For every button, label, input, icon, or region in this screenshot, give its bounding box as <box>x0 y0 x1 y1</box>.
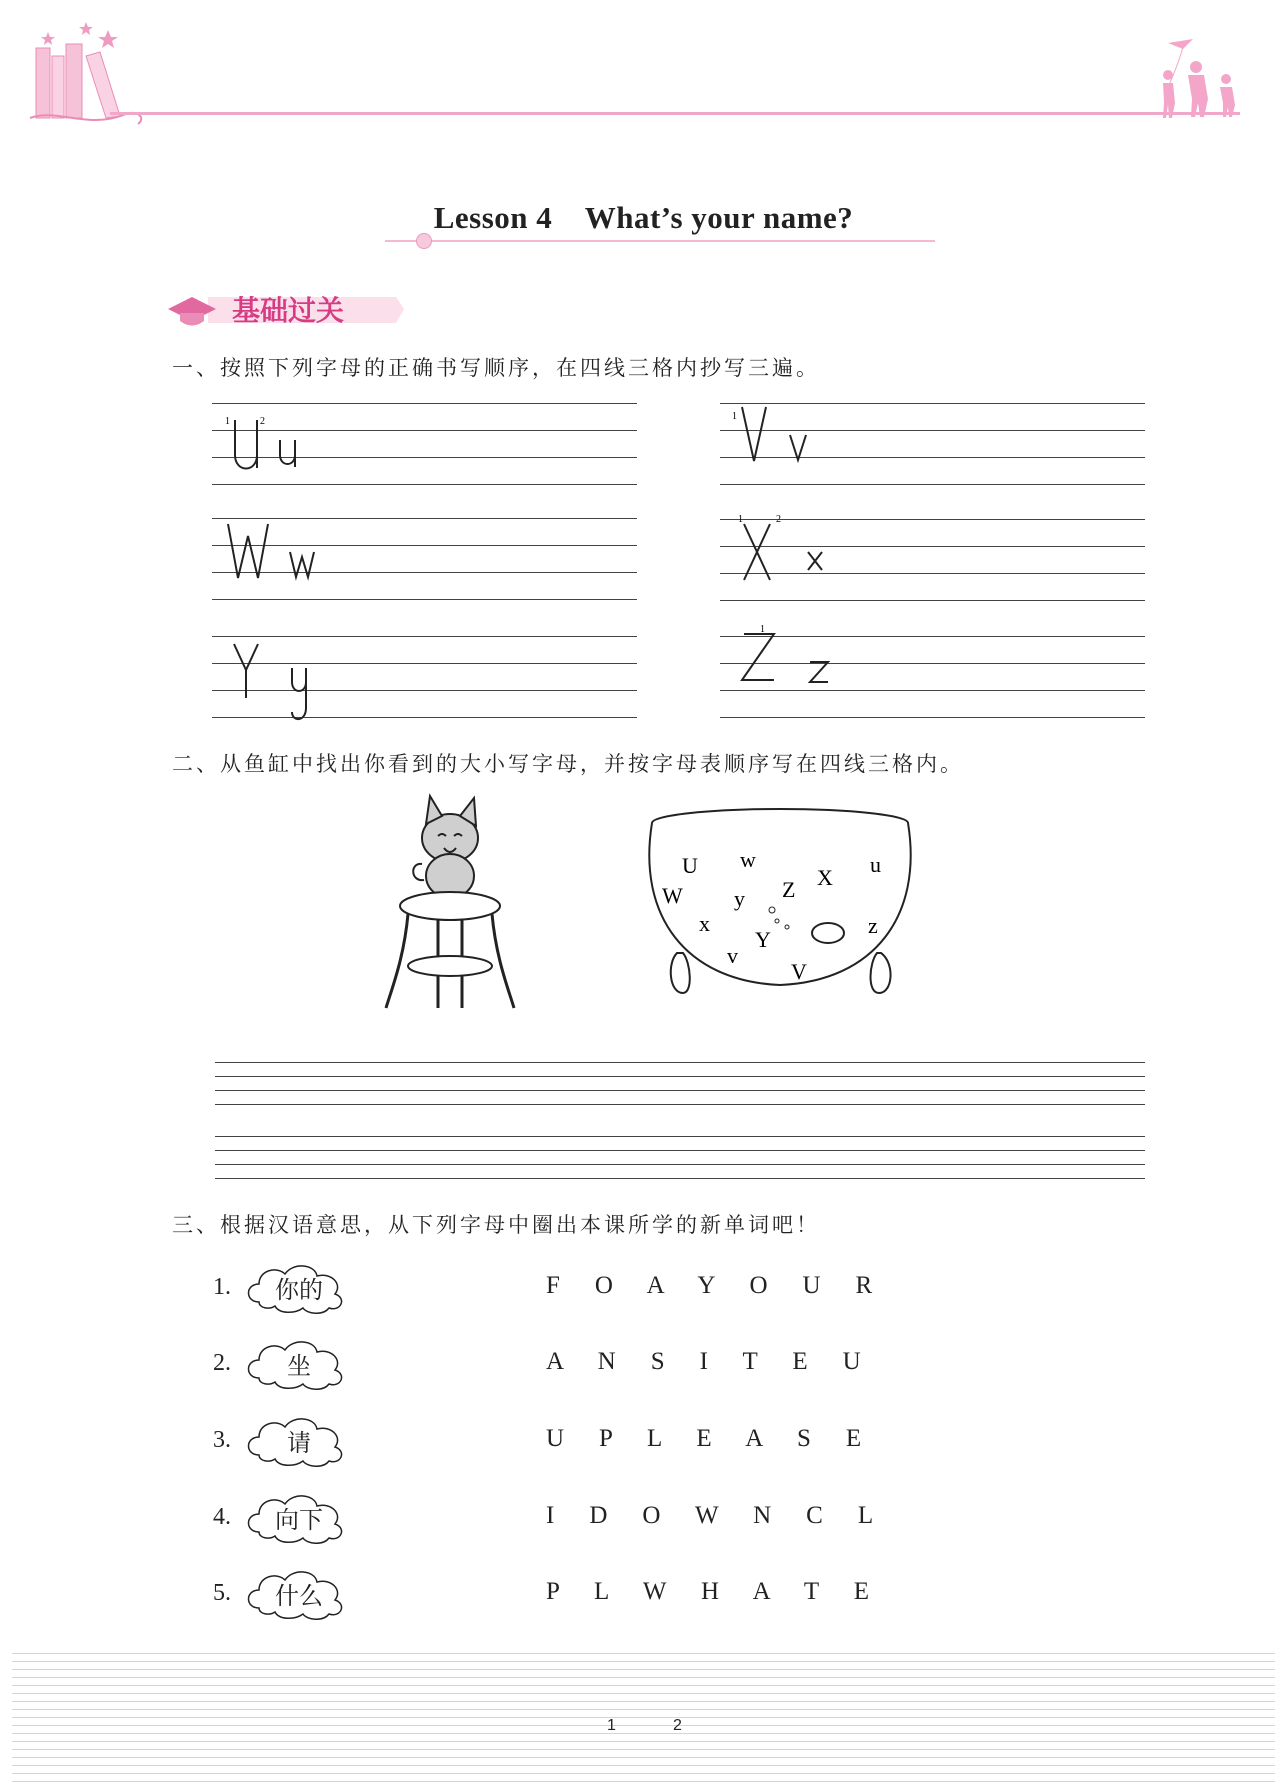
row-number: 5. <box>213 1580 231 1606</box>
svg-text:U <box>682 853 698 878</box>
letter-sequence[interactable]: P L W H A T E <box>546 1578 872 1605</box>
bowl-letter: z <box>868 913 878 938</box>
svg-text:2: 2 <box>776 514 781 525</box>
svg-text:1: 1 <box>732 411 737 422</box>
bowl-letter: y <box>734 886 745 911</box>
svg-text:z <box>868 913 878 938</box>
letter-xx-stroke-guide <box>730 510 850 580</box>
svg-text:W <box>662 883 683 908</box>
letter-sequence[interactable]: F O A Y O U R <box>546 1272 875 1299</box>
svg-text:2: 2 <box>260 416 265 427</box>
bowl-letter: Z <box>782 877 796 902</box>
children-kite-icon <box>1148 35 1248 120</box>
svg-text:1: 1 <box>738 514 743 525</box>
answer-writing-lines[interactable] <box>215 1062 1145 1182</box>
chinese-meaning: 坐 <box>287 1352 311 1380</box>
bowl-letter: W <box>662 883 683 908</box>
svg-text:Y <box>755 927 771 952</box>
fishbowl-image <box>645 805 915 1010</box>
header-rule <box>110 112 1240 115</box>
svg-text:w <box>740 847 756 872</box>
footer-band <box>12 1653 1275 1789</box>
svg-text:u <box>870 852 881 877</box>
chinese-meaning: 什么 <box>275 1582 323 1610</box>
letter-sequence[interactable]: U P L E A S E <box>546 1425 864 1452</box>
bowl-letter: x <box>699 911 710 936</box>
row-number: 4. <box>213 1504 231 1530</box>
chinese-meaning: 向下 <box>275 1506 323 1534</box>
title-underline <box>385 240 935 242</box>
cat-on-stool-image <box>378 788 528 1018</box>
letter-sequence[interactable]: I D O W N C L <box>546 1502 876 1529</box>
lesson-title: Lesson 4 What’s your name? <box>433 200 854 235</box>
letter-vv-stroke-guide <box>730 405 850 475</box>
svg-text:Z <box>782 877 795 902</box>
question-2-title: 二、从鱼缸中找出你看到的大小写字母，并按字母表顺序写在四线三格内。 <box>172 752 964 776</box>
bowl-letter: Y <box>755 927 771 952</box>
row-number: 1. <box>213 1274 231 1300</box>
letter-zz-stroke-guide <box>730 622 850 692</box>
bowl-letter: X <box>817 865 833 890</box>
question-1-title: 一、按照下列字母的正确书写顺序，在四线三格内抄写三遍。 <box>172 356 820 380</box>
letter-yy-stroke-guide <box>220 640 340 730</box>
letter-uu-stroke-guide <box>220 410 340 480</box>
section-banner-label: 基础过关 <box>232 294 345 327</box>
chinese-meaning: 请 <box>287 1429 311 1457</box>
title-dot-icon <box>416 233 432 249</box>
chinese-meaning: 你的 <box>275 1276 323 1304</box>
bowl-letter: U <box>682 853 698 878</box>
page-number-right: 2 <box>673 1717 682 1734</box>
question-3-title: 三、根据汉语意思，从下列字母中圈出本课所学的新单词吧！ <box>172 1213 820 1237</box>
svg-text:x <box>699 911 710 936</box>
letter-sequence[interactable]: A N S I T E U <box>546 1348 863 1375</box>
svg-text:X <box>817 865 833 890</box>
svg-text:v <box>727 943 738 968</box>
letter-ww-stroke-guide <box>220 522 340 592</box>
row-number: 3. <box>213 1427 231 1453</box>
row-number: 2. <box>213 1350 231 1376</box>
svg-text:1: 1 <box>760 624 765 635</box>
bowl-letter: w <box>740 847 756 872</box>
page-number-left: 1 <box>607 1717 616 1734</box>
svg-text:y <box>734 886 745 911</box>
bowl-letter: u <box>870 852 881 877</box>
bowl-letter: V <box>791 959 807 984</box>
bowl-letter: v <box>727 943 738 968</box>
svg-text:V <box>791 959 807 984</box>
svg-text:1: 1 <box>225 416 230 427</box>
